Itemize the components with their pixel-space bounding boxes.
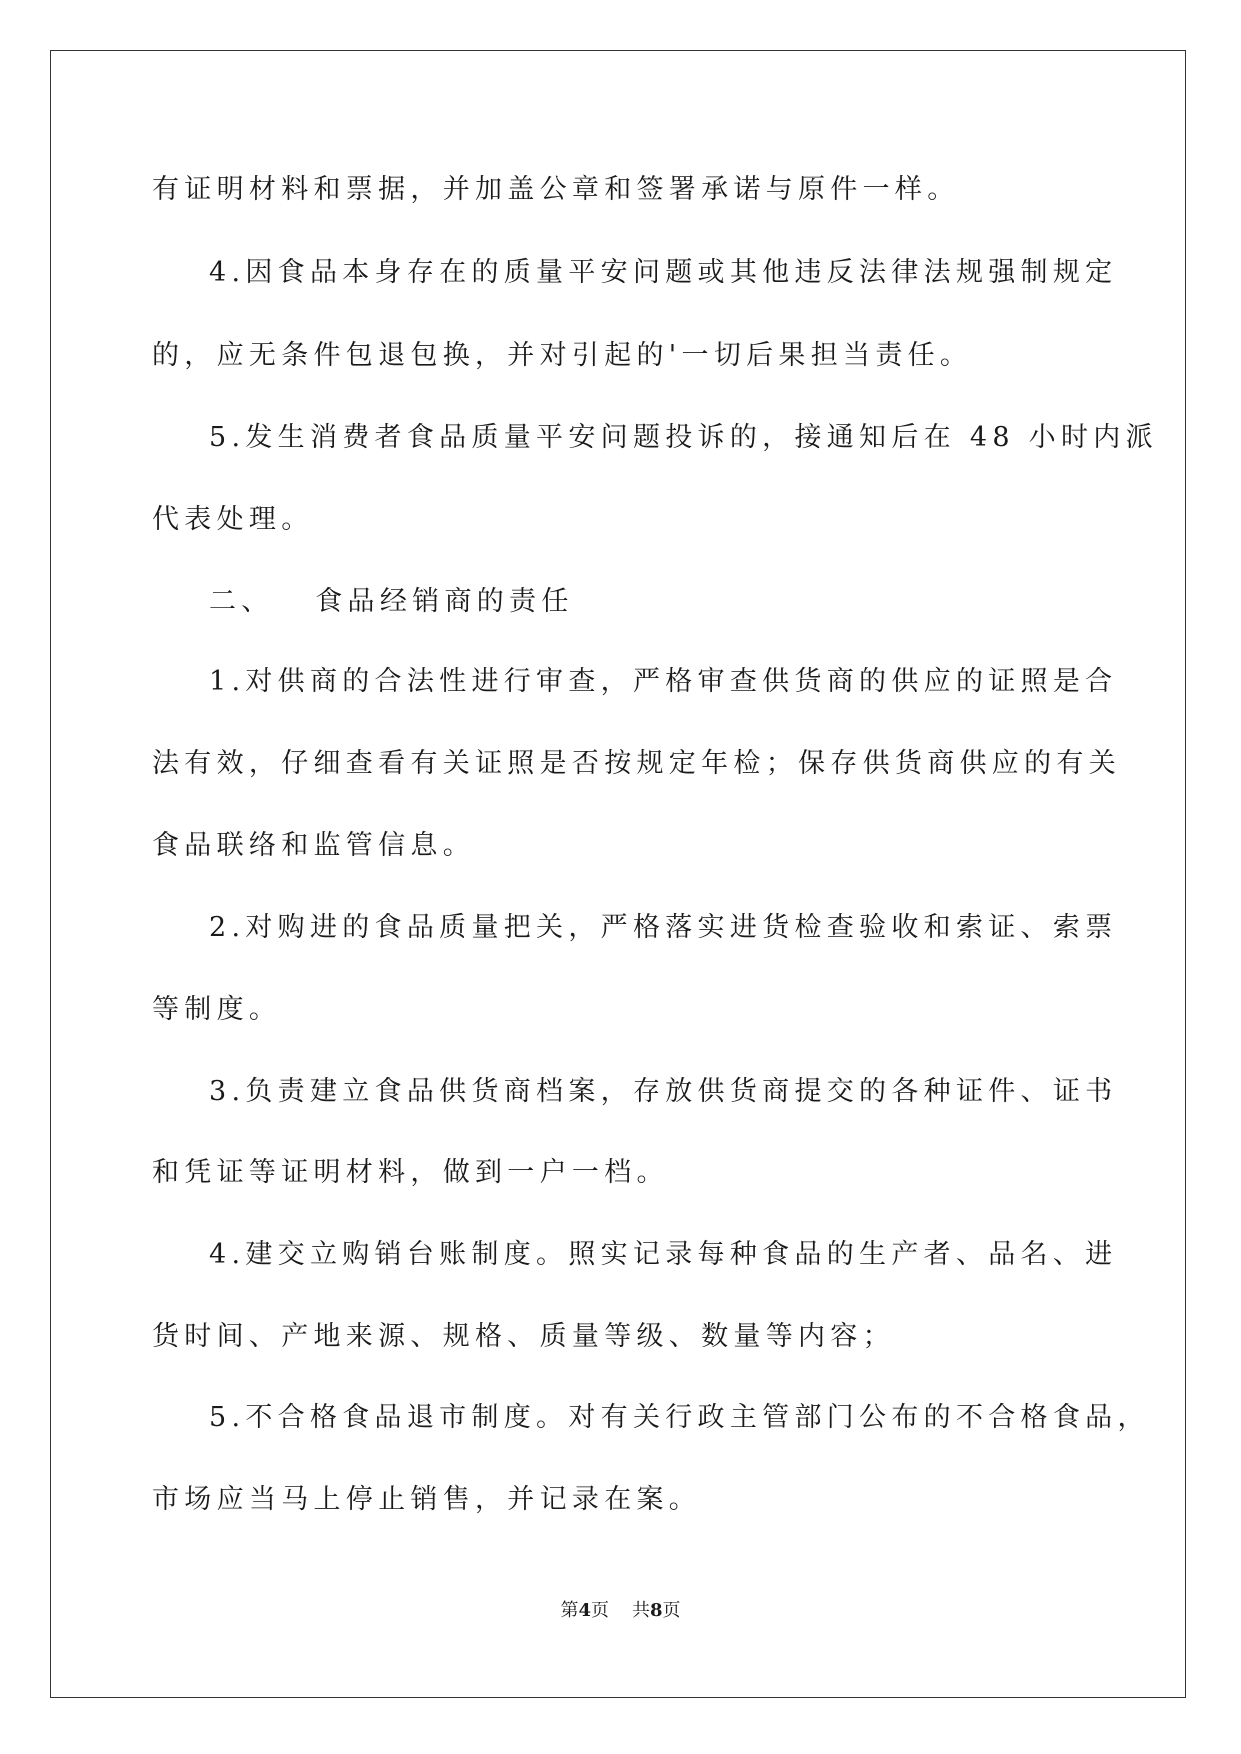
text-line: 等制度。 bbox=[152, 994, 282, 1025]
text-line: 1.对供商的合法性进行审查，严格审查供货商的供应的证照是合 bbox=[209, 666, 1118, 697]
footer-total-pages: 8 bbox=[649, 1600, 663, 1621]
text-line: 和凭证等证明材料，做到一户一档。 bbox=[152, 1157, 669, 1188]
text-line: 5.不合格食品退市制度。对有关行政主管部门公布的不合格食品， bbox=[209, 1402, 1150, 1433]
footer-total-prefix: 共 bbox=[631, 1600, 650, 1621]
text-line: 2.对购进的食品质量把关，严格落实进货检查验收和索证、索票 bbox=[209, 912, 1118, 943]
text-line: 的，应无条件包退包换，并对引起的'一切后果担当责任。 bbox=[152, 340, 973, 371]
text-line: 有证明材料和票据，并加盖公章和签署承诺与原件一样。 bbox=[152, 174, 960, 205]
text-line: 市场应当马上停止销售，并记录在案。 bbox=[152, 1484, 702, 1515]
footer-total-suffix: 页 bbox=[662, 1600, 681, 1621]
text-line: 货时间、产地来源、规格、质量等级、数量等内容； bbox=[152, 1321, 895, 1352]
text-line: 5.发生消费者食品质量平安问题投诉的，接通知后在 48 小时内派 bbox=[209, 422, 1158, 453]
footer-page-suffix: 页 bbox=[591, 1600, 610, 1621]
page-border bbox=[50, 50, 1186, 1698]
text-line: 食品联络和监管信息。 bbox=[152, 830, 475, 861]
text-line: 代表处理。 bbox=[152, 504, 314, 535]
text-line: 4.因食品本身存在的质量平安问题或其他违反法律法规强制规定 bbox=[209, 257, 1118, 288]
page-footer bbox=[0, 1596, 1241, 1622]
footer-page-prefix: 第 bbox=[560, 1600, 579, 1621]
text-line: 4.建交立购销台账制度。照实记录每种食品的生产者、品名、进 bbox=[209, 1239, 1118, 1270]
text-line: 法有效，仔细查看有关证照是否按规定年检；保存供货商供应的有关 bbox=[152, 748, 1121, 779]
footer-page-number: 4 bbox=[578, 1600, 592, 1621]
section-heading: 二、 食品经销商的责任 bbox=[209, 586, 574, 617]
text-line: 3.负责建立食品供货商档案，存放供货商提交的各种证件、证书 bbox=[209, 1076, 1118, 1107]
